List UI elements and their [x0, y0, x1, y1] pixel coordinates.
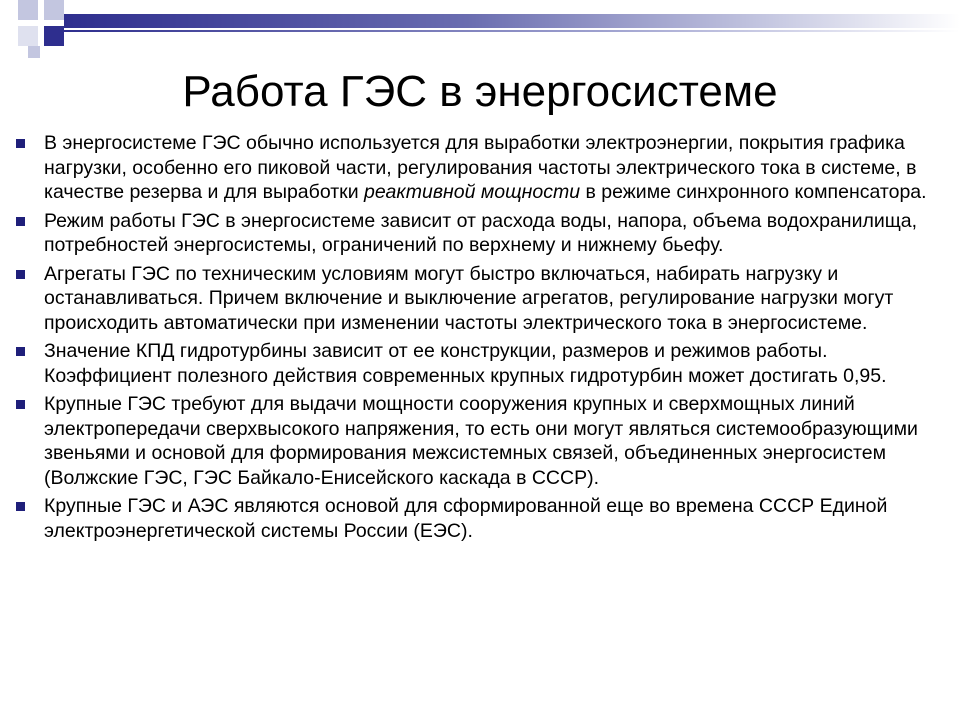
decorative-square [44, 26, 64, 46]
header-divider-line [64, 30, 960, 32]
square-bullet-icon [16, 400, 25, 409]
decorative-square [28, 46, 40, 58]
bullet-text: Режим работы ГЭС в энергосистеме зависит от расхода воды, напора, объема водохранилища, потребностей энергосистемы, ограничений по верхнему и нижнему бьефу. [44, 209, 918, 256]
square-bullet-icon [16, 270, 25, 279]
bullet-text: Значение КПД гидротурбины зависит от ее конструкции, размеров и режимов работы. Коэффициент полезного действия современных крупных гидротурбин может достигать 0,95. [44, 340, 887, 387]
decorative-square [44, 0, 64, 20]
bullet-list [14, 131, 944, 547]
bullet-text: Агрегаты ГЭС по техническим условиям могут быстро включаться, набирать нагрузку и останавливаться. Причем включение и выключение агрегатов, регулирование нагрузки могут происходить автоматически при изменении частоты электрического тока в энергосистеме. [44, 262, 894, 334]
square-bullet-icon [16, 139, 25, 148]
decorative-square [18, 26, 38, 46]
square-bullet-icon [16, 502, 25, 511]
decorative-square [18, 0, 38, 20]
bullet-item [14, 339, 944, 388]
bullet-text: Крупные ГЭС требуют для выдачи мощности сооружения крупных и сверхмощных линий электропередачи сверхвысокого напряжения, то есть они могут являться системообразующими звеньями и основой для формирования межсистемных связей, объединенных энергосистем (Волжские ГЭС, ГЭС Байкало-Енисейского каскада в СССР). [44, 393, 918, 489]
bullet-text-part: в режиме синхронного компенсатора. [580, 181, 927, 203]
header-gradient-bar [64, 14, 960, 28]
bullet-item [14, 494, 944, 543]
bullet-item [14, 131, 944, 205]
square-bullet-icon [16, 217, 25, 226]
square-bullet-icon [16, 347, 25, 356]
bullet-text [44, 132, 927, 203]
bullet-item [14, 262, 944, 336]
bullet-italic-term: реактивной мощности [364, 181, 581, 203]
bullet-text: Крупные ГЭС и АЭС являются основой для сформированной еще во времена СССР Единой электроэнергетической системы России (ЕЭС). [44, 495, 888, 542]
bullet-text-part: В энергосистеме ГЭС обычно используется для выработки электроэнергии, покрытия графика нагрузки, особенно его пиковой части, регулирования частоты электрического тока в системе, в качестве резерва и для выработки [44, 132, 917, 203]
bullet-item [14, 392, 944, 490]
slide-title: Работа ГЭС в энергосистеме [182, 67, 778, 116]
bullet-item [14, 209, 944, 258]
